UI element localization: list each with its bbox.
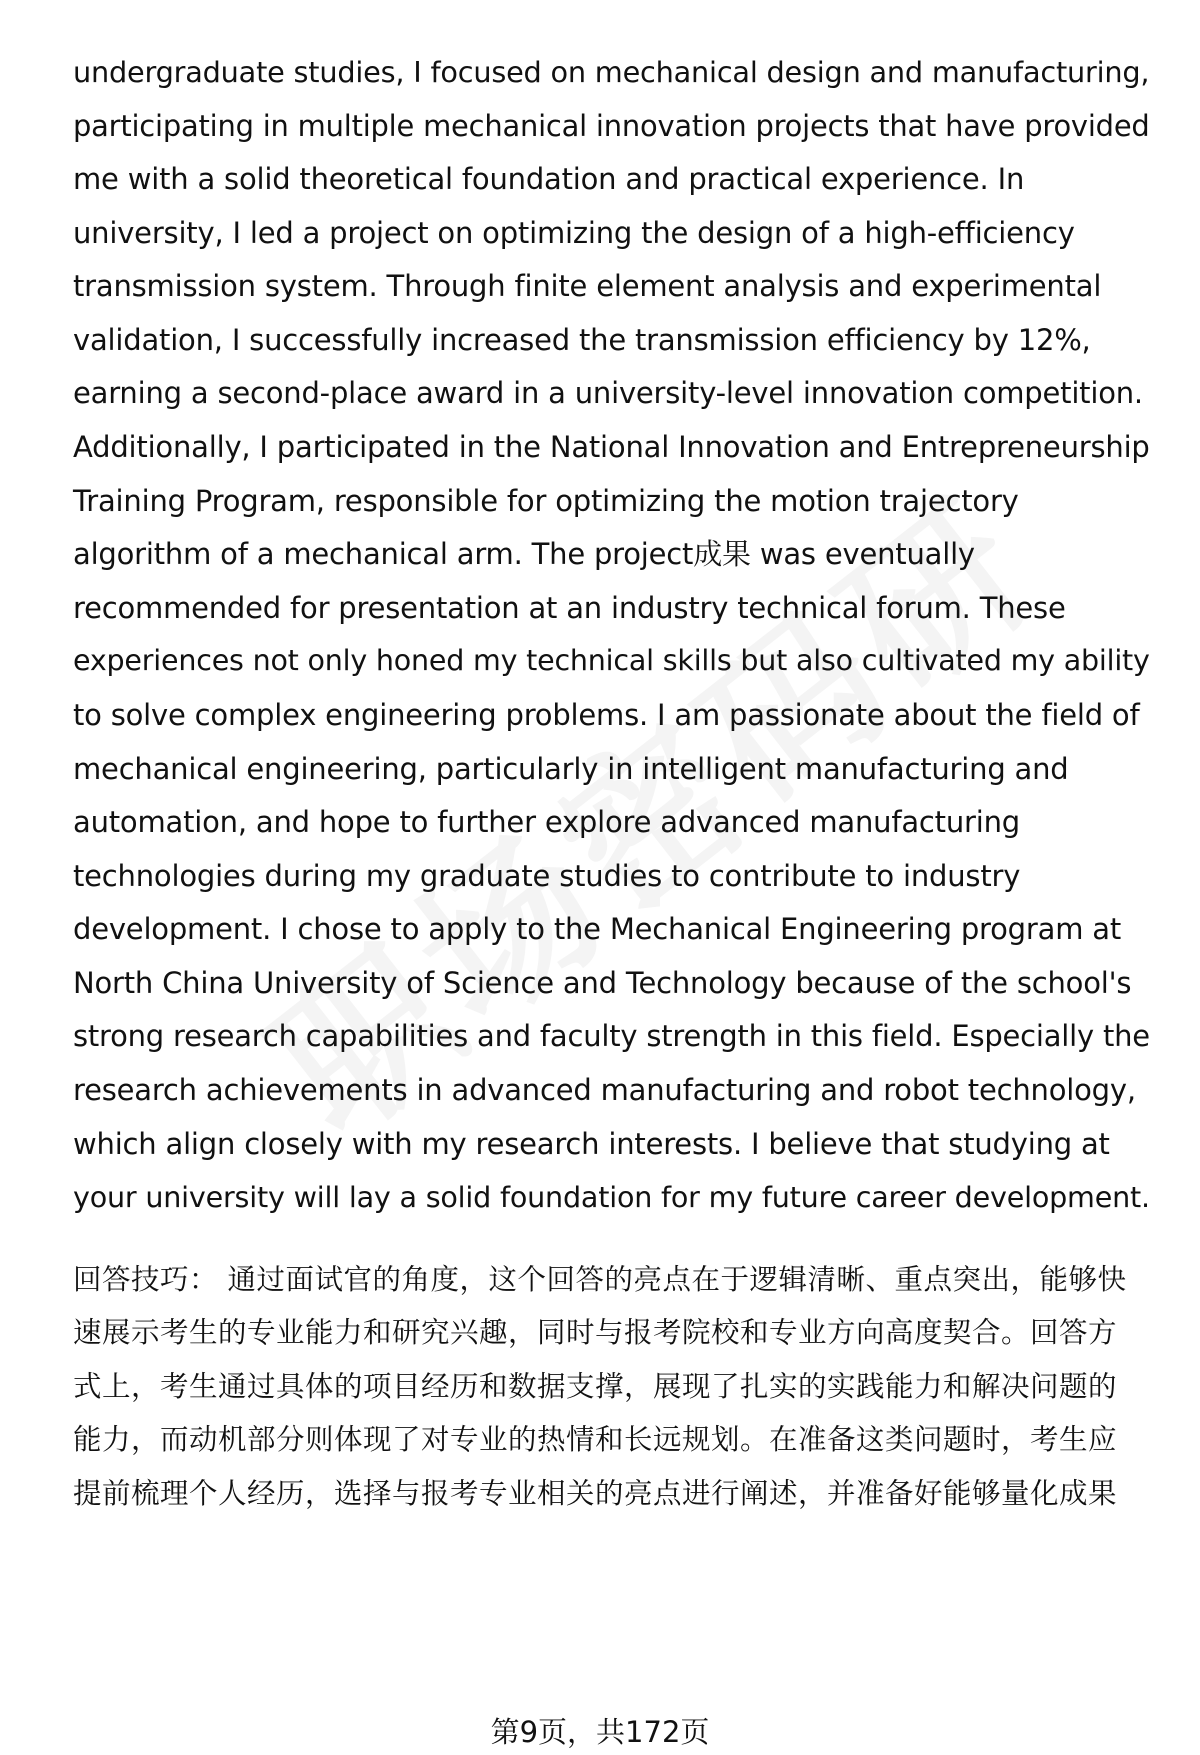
body-line: Training Program, responsible for optimizing the motion trajectory [73,484,1019,518]
body-line: North China University of Science and Technology because of the school's [73,966,1132,1000]
body-line: me with a solid theoretical foundation and practical experience. In [73,162,1025,196]
body-line: earning a second-place award in a university-level innovation competition. [73,376,1143,410]
body-line: which align closely with my research interests. I believe that studying at [73,1127,1110,1161]
body-line: university, I led a project on optimizing the design of a high-efficiency [73,216,1075,250]
body-line: recommended for presentation at an industry technical forum. These [73,591,1066,625]
page-number-footer: 第9页，共172页 [490,1715,710,1749]
body-line: technologies during my graduate studies to contribute to industry [73,859,1021,893]
body-line: transmission system. Through finite element analysis and experimental [73,269,1102,303]
body-line: strong research capabilities and faculty strength in this field. Especially the [73,1019,1150,1053]
tips-line: 式上，考生通过具体的项目经历和数据支撑，展现了扎实的实践能力和解决问题的 [73,1370,1118,1403]
tips-line: 能力，而动机部分则体现了对专业的热情和长远规划。在准备这类问题时，考生应 [73,1423,1118,1456]
body-line: your university will lay a solid foundation for my future career development. [73,1180,1150,1214]
body-line: experiences not only honed my technical skills but also cultivated my ability [73,644,1150,677]
body-line: undergraduate studies, I focused on mechanical design and manufacturing, [73,55,1150,89]
body-line: mechanical engineering, particularly in intelligent manufacturing and [73,752,1069,786]
body-line: validation, I successfully increased the transmission efficiency by 12%, [73,323,1091,357]
body-line: automation, and hope to further explore advanced manufacturing [73,805,1020,839]
tips-line: 回答技巧： 通过面试官的角度，这个回答的亮点在于逻辑清晰、重点突出，能够快 [73,1263,1127,1296]
tips-line: 提前梳理个人经历，选择与报考专业相关的亮点进行阐述，并准备好能够量化成果 [73,1477,1118,1510]
body-line: algorithm of a mechanical arm. The project成果 was eventually [73,537,975,571]
body-line: development. I chose to apply to the Mechanical Engineering program at [73,912,1121,946]
body-line: to solve complex engineering problems. I am passionate about the field of [73,698,1140,732]
body-line: Additionally, I participated in the National Innovation and Entrepreneurship [73,430,1150,464]
body-line: research achievements in advanced manufacturing and robot technology, [73,1073,1136,1107]
body-line: participating in multiple mechanical innovation projects that have provided [73,109,1150,143]
tips-line: 速展示考生的专业能力和研究兴趣，同时与报考院校和专业方向高度契合。回答方 [73,1316,1118,1349]
